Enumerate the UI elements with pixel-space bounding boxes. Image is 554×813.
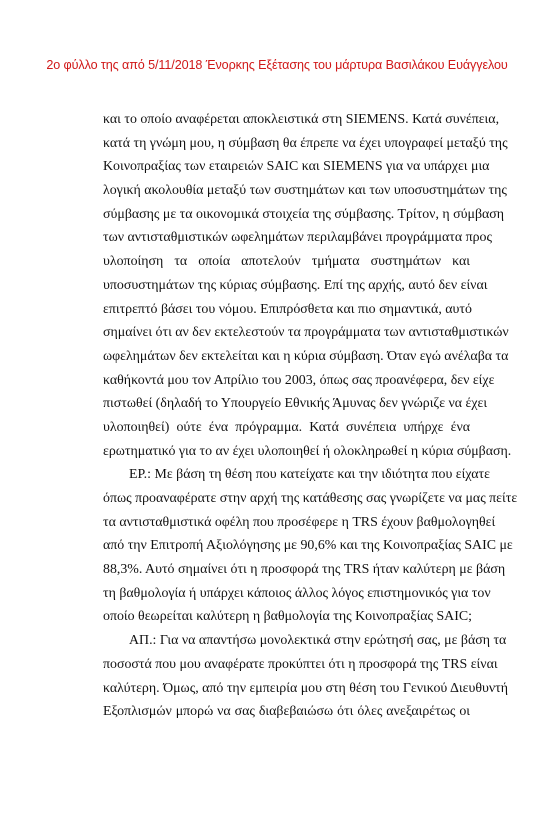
text-line: ερωτηματικό για το αν έχει υλοποιηθεί ή ολοκληρωθεί η κύρια σύμβαση. (103, 443, 512, 459)
page-header: 2ο φύλλο της από 5/11/2018 Ένορκης Εξέτασης του μάρτυρα Βασιλάκου Ευάγγελου (46, 58, 508, 72)
testimony-body (103, 108, 518, 724)
answer-line: ΑΠ.: Για να απαντήσω μονολεκτικά στην ερώτησή σας, με βάση τα (129, 633, 507, 649)
text-line: καλύτερη. Όμως, από την εμπειρία μου στη θέση του Γενικού Διευθυντή (103, 680, 509, 696)
text-line: υλοποιηθεί) ούτε ένα πρόγραμμα. Κατά συνέπεια υπήρχε ένα (103, 419, 470, 435)
text-line: τα αντισταθμιστικά οφέλη που προσέφερε η TRS έχουν βαθμολογηθεί (103, 514, 496, 530)
text-line: Κοινοπραξίας των εταιρειών SAIC και SIEMENS για να υπάρχει μια (103, 159, 490, 175)
text-line: τη βαθμολογία ή υπάρχει κάποιος άλλος λόγος επιστημονικός για τον (103, 585, 491, 601)
text-line: Εξοπλισμών μπορώ να σας διαβεβαιώσω ότι όλες ανεξαιρέτως οι (103, 704, 470, 720)
text-line: οποίο θεωρείται καλύτερη η βαθμολογία της Κοινοπραξίας SAIC; (103, 609, 472, 625)
text-line: σύμβασης με τα οικονομικά στοιχεία της σύμβασης. Τρίτον, η σύμβαση (103, 206, 505, 222)
text-line: 88,3%. Αυτό σημαίνει ότι η προσφορά της TRS ήταν καλύτερη με βάση (103, 562, 506, 578)
text-line: λογική ακολουθία μεταξύ των συστημάτων και των υποσυστημάτων της (103, 183, 507, 199)
text-line: υποσυστημάτων της κύριας σύμβασης. Επί της αρχής, αυτό δεν είναι (103, 277, 488, 293)
text-line: επιτρεπτό βάσει του νόμου. Επιπρόσθετα και πιο σημαντικά, αυτό (103, 301, 472, 317)
text-line: κατά τη γνώμη μου, η σύμβαση θα έπρεπε να έχει υπογραφεί μεταξύ της (103, 135, 508, 151)
text-line: σημαίνει ότι αν δεν εκτελεστούν τα προγράμματα των αντισταθμιστικών (103, 325, 509, 341)
text-line: ωφελημάτων δεν εκτελείται και η κύρια σύμβαση. Όταν εγώ ανέλαβα τα (103, 348, 509, 364)
text-line: καθήκοντά μου τον Απρίλιο του 2003, όπως σας προανέφερα, δεν είχε (103, 372, 495, 388)
question-line: ΕΡ.: Με βάση τη θέση που κατείχατε και την ιδιότητα που είχατε (129, 467, 490, 483)
text-line: όπως προαναφέρατε στην αρχή της κατάθεσης σας γνωρίζετε να μας πείτε (103, 491, 518, 506)
text-line: από την Επιτροπή Αξιολόγησης με 90,6% και της Κοινοπραξίας SAIC με (103, 538, 513, 554)
text-line: πιστωθεί (δηλαδή το Υπουργείο Εθνικής Άμυνας δεν γνώριζε να έχει (103, 396, 488, 412)
text-line: και το οποίο αναφέρεται αποκλειστικά στη SIEMENS. Κατά συνέπεια, (103, 112, 500, 127)
text-line: των αντισταθμιστικών ωφελημάτων περιλαμβάνει προγράμματα προς (103, 230, 492, 246)
text-line: ποσοστά που μου αναφέρατε προκύπτει ότι η προσφορά της TRS είναι (103, 656, 498, 672)
text-line: υλοποίηση τα οποία αποτελούν τμήματα συστημάτων και (103, 254, 470, 270)
